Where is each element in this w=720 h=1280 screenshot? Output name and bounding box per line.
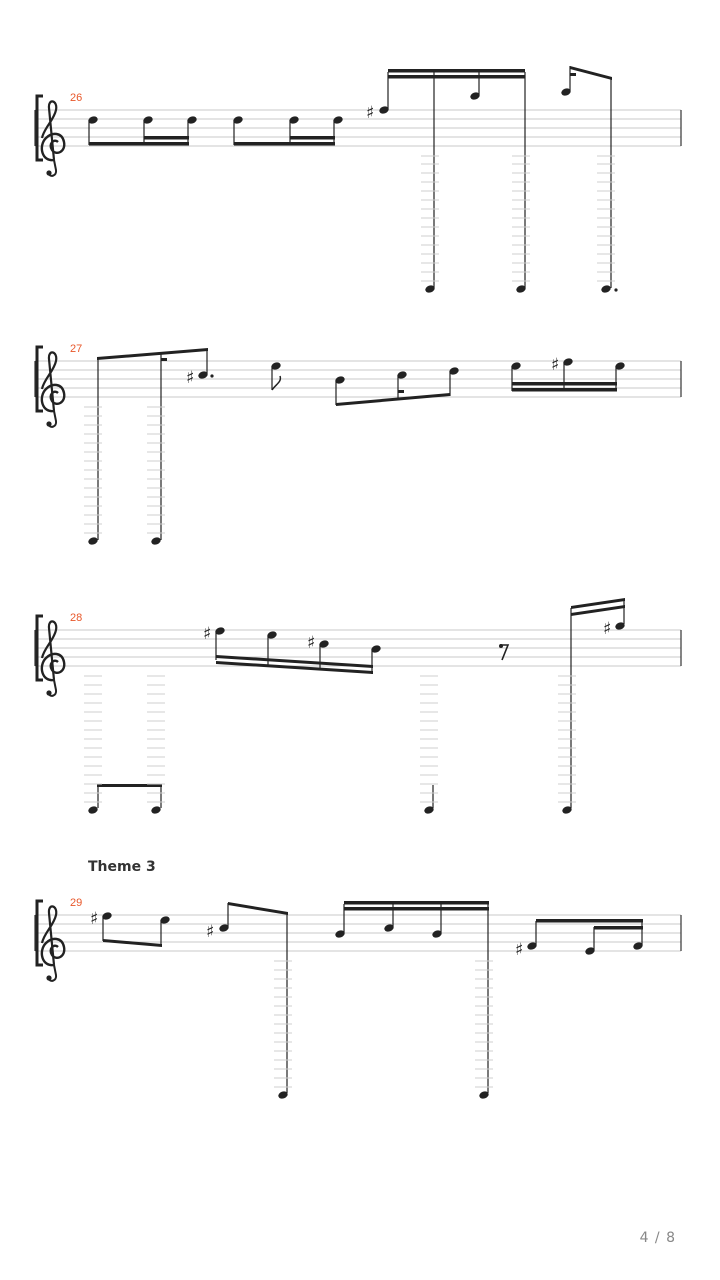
svg-text:♯: ♯ [603,619,612,639]
measure-number: 29 [70,897,83,909]
ledger-lines-m28 [84,676,576,802]
treble-clef-icon [42,101,64,175]
measure-number: 28 [70,612,83,624]
treble-clef-icon [42,906,64,980]
notes-m29 [90,901,644,1100]
notes-m26 [87,66,617,294]
section-label: Theme 3 [88,859,156,875]
system-3 [35,612,681,696]
svg-text:♯: ♯ [307,633,316,653]
system-1 [35,92,681,176]
staff [35,361,681,397]
ledger-lines-m29 [274,961,493,1087]
svg-text:♯: ♯ [90,909,99,929]
svg-text:♯: ♯ [515,940,524,960]
notes-m28 [87,598,625,815]
treble-clef-icon [42,621,64,695]
svg-text:♯: ♯ [206,922,215,942]
staff [35,630,681,666]
measure-number: 27 [70,343,83,355]
page-indicator: 4 / 8 [639,1230,676,1246]
staff [35,110,681,146]
notes-m27 [87,348,625,546]
svg-text:♯: ♯ [186,368,195,388]
svg-text:♯: ♯ [551,355,560,375]
ledger-lines-m27 [84,407,165,533]
treble-clef-icon [42,352,64,426]
svg-text:♯: ♯ [366,103,375,123]
ledger-lines-m26 [421,156,615,281]
measure-number: 26 [70,92,83,104]
svg-text:♯: ♯ [203,624,212,644]
